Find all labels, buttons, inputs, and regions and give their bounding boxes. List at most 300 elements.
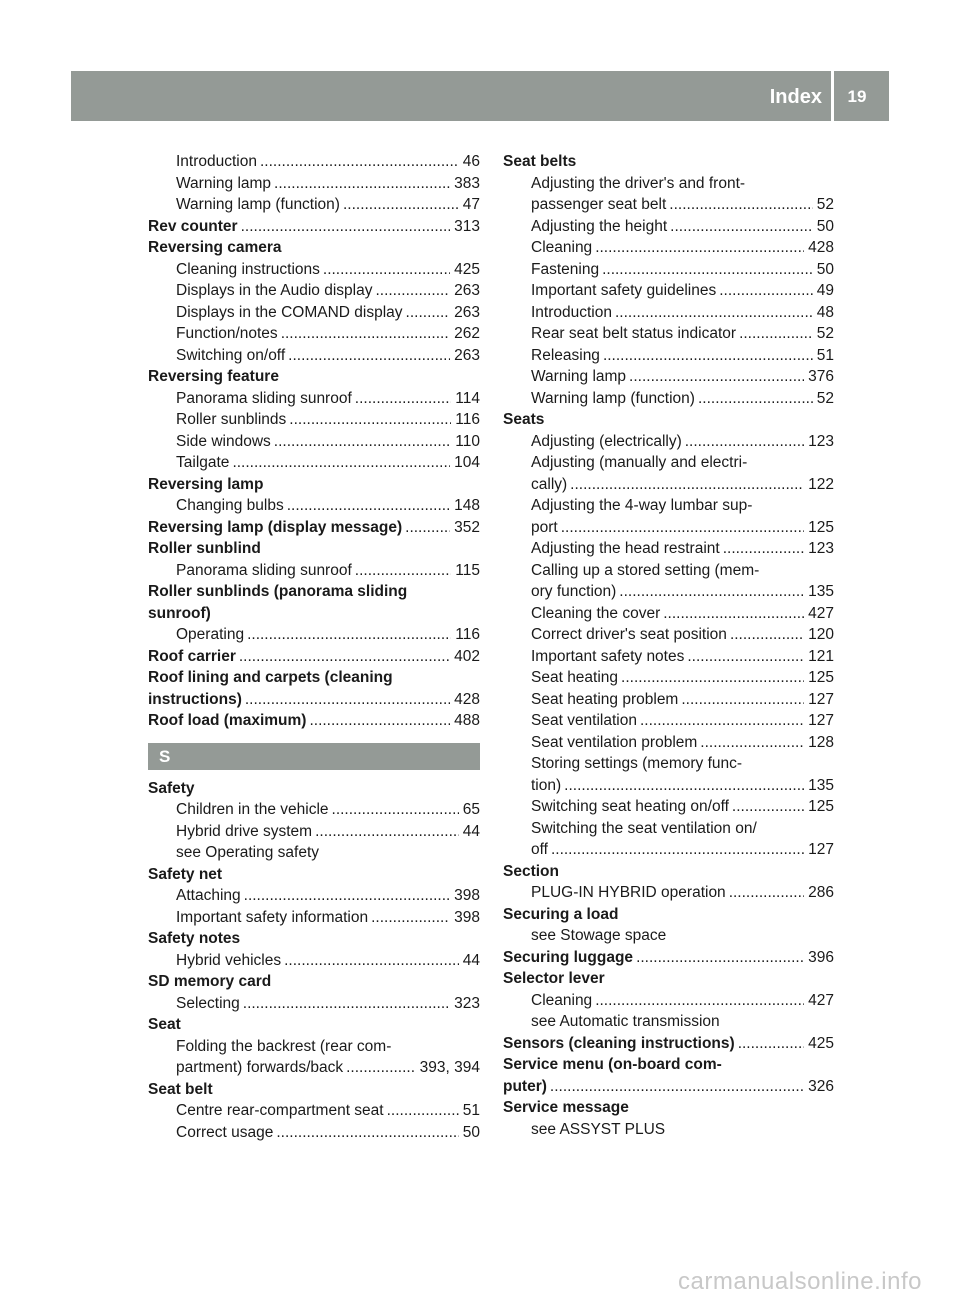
index-entry (503, 1033, 834, 1055)
page-reference: 323 (454, 994, 480, 1012)
index-entry (148, 928, 480, 950)
dot-leader (663, 603, 804, 625)
entry-text: Calling up a stored setting (mem- (531, 561, 760, 579)
entry-text: Safety (148, 779, 195, 797)
index-entry (503, 1076, 834, 1098)
index-subentry (148, 302, 480, 324)
index-subentry (148, 280, 480, 302)
entry-text: Releasing (531, 346, 600, 364)
dot-leader (723, 538, 804, 560)
dot-leader (288, 345, 450, 367)
dot-leader (232, 452, 450, 474)
index-subentry (148, 1036, 480, 1058)
entry-text: Safety net (148, 865, 223, 883)
dot-leader (245, 689, 450, 711)
watermark: carmanualsonline.info (678, 1268, 922, 1295)
page-reference: 262 (454, 325, 480, 342)
entry-text: Adjusting the head restraint (531, 540, 720, 557)
page-reference: 104 (454, 454, 480, 471)
index-subentry (148, 885, 480, 907)
page-reference: 286 (808, 884, 834, 901)
page-reference: 488 (454, 712, 480, 729)
index-subentry (503, 818, 834, 840)
page-reference: 116 (455, 626, 480, 643)
index-subentry (148, 194, 480, 216)
entry-text: Seats (503, 411, 545, 428)
page-reference: 44 (462, 822, 480, 840)
entry-text: Centre rear-compartment seat (176, 1102, 384, 1119)
dot-leader (681, 689, 804, 711)
page-reference: 120 (808, 626, 834, 643)
entry-text: Securing luggage (503, 948, 634, 966)
dot-leader (375, 280, 450, 302)
dot-leader (602, 259, 813, 281)
page-reference: 393, 394 (419, 1059, 480, 1076)
page-reference: 127 (808, 712, 834, 729)
entry-text: Children in the vehicle (176, 801, 329, 818)
index-entry (148, 864, 480, 886)
header-divider (831, 71, 834, 121)
index-subentry (148, 1057, 480, 1079)
index-subentry (503, 431, 834, 453)
page-reference: 383 (454, 174, 480, 192)
index-entry (148, 778, 480, 800)
page-reference: 115 (455, 561, 480, 579)
entry-text: Selecting (176, 994, 240, 1012)
page-number: 19 (847, 87, 867, 106)
page-reference: 427 (808, 604, 834, 622)
dot-leader (405, 517, 450, 539)
entry-text: Important safety information (176, 908, 369, 926)
page-reference: 148 (454, 497, 480, 514)
index-subentry (148, 259, 480, 281)
entry-text: Reversing camera (148, 239, 282, 256)
page-reference: 114 (455, 389, 480, 407)
index-subentry (148, 907, 480, 929)
entry-text: see Stowage space (531, 927, 667, 944)
page-reference: 402 (454, 647, 480, 665)
dot-leader (355, 560, 452, 582)
index-subentry (148, 323, 480, 345)
index-subentry (503, 882, 834, 904)
entry-text: Correct usage (176, 1123, 274, 1141)
index-entry (503, 904, 834, 926)
dot-leader (371, 907, 450, 929)
entry-text: Seat heating problem (531, 690, 679, 708)
entry-text: partment) forwards/back (176, 1059, 344, 1076)
dot-leader (343, 194, 459, 216)
index-entry (148, 971, 480, 993)
page-reference: 263 (454, 303, 480, 321)
page-reference: 52 (816, 389, 834, 407)
index-entry (148, 581, 480, 603)
index-subentry (503, 667, 834, 689)
entry-text: Roller sunblinds (176, 411, 287, 428)
dot-leader (570, 474, 804, 496)
index-subentry (503, 366, 834, 388)
index-subentry (503, 710, 834, 732)
entry-text: ory function) (531, 583, 617, 600)
dot-leader (260, 151, 459, 173)
index-subentry (148, 950, 480, 972)
entry-text: Introduction (176, 153, 257, 170)
entry-text: Service message (503, 1099, 629, 1116)
dot-leader (346, 1057, 416, 1079)
index-subentry (503, 689, 834, 711)
index-entry (148, 538, 480, 560)
entry-text: instructions) (148, 690, 242, 708)
page-reference: 427 (808, 991, 834, 1009)
dot-leader (387, 1100, 459, 1122)
index-subentry (503, 194, 834, 216)
index-subentry (503, 323, 834, 345)
page-reference: 376 (808, 368, 834, 385)
dot-leader (738, 1033, 804, 1055)
dot-leader (700, 732, 804, 754)
entry-text: Hybrid drive system (176, 822, 313, 840)
page-reference: 135 (808, 583, 834, 600)
page-reference: 313 (454, 217, 480, 235)
index-entry (503, 409, 834, 431)
index-entry (148, 517, 480, 539)
index-entry (148, 366, 480, 388)
page-reference: 125 (808, 798, 834, 815)
dot-leader (619, 581, 804, 603)
dot-leader (732, 796, 804, 818)
entry-text: passenger seat belt (531, 196, 667, 213)
entry-text: PLUG-IN HYBRID operation (531, 884, 726, 901)
entry-text: Hybrid vehicles (176, 951, 282, 969)
dot-leader (669, 194, 812, 216)
entry-text: Adjusting the 4-way lumbar sup- (531, 497, 753, 514)
index-entry (503, 861, 834, 883)
page-reference: 428 (454, 690, 480, 708)
index-subentry (503, 280, 834, 302)
dot-leader (685, 431, 804, 453)
entry-text: Displays in the Audio display (176, 282, 373, 299)
dot-leader (332, 799, 459, 821)
entry-text: Roof carrier (148, 647, 236, 665)
dot-leader (698, 388, 813, 410)
page-reference: 116 (455, 411, 480, 428)
index-subentry (503, 775, 834, 797)
entry-text: see ASSYST PLUS (531, 1120, 666, 1138)
entry-text: Warning lamp (176, 174, 272, 192)
dot-leader (564, 775, 804, 797)
dot-leader (670, 216, 813, 238)
index-subentry (503, 796, 834, 818)
index-subentry (503, 173, 834, 195)
index-entry (148, 667, 480, 689)
page-reference: 122 (808, 475, 834, 493)
entry-text: Changing bulbs (176, 497, 284, 514)
entry-text: tion) (531, 776, 562, 794)
index-subentry (148, 842, 480, 864)
page-reference: 50 (816, 217, 834, 235)
entry-text: Correct driver's seat position (531, 626, 727, 643)
dot-leader (323, 259, 450, 281)
entry-text: Service menu (on-board com- (503, 1056, 722, 1073)
dot-leader (595, 990, 804, 1012)
page-reference: 49 (816, 282, 834, 299)
index-subentry (503, 753, 834, 775)
index-subentry (148, 409, 480, 431)
page-reference: 326 (808, 1077, 834, 1095)
index-entry (503, 947, 834, 969)
index-subentry (503, 345, 834, 367)
entry-text: cally) (531, 475, 568, 493)
index-subentry (503, 517, 834, 539)
entry-text: Seat ventilation (531, 712, 637, 729)
page-reference: 52 (816, 196, 834, 213)
index-subentry (148, 431, 480, 453)
entry-text: Rear seat belt status indicator (531, 325, 737, 342)
dot-leader (315, 821, 459, 843)
page-reference: 263 (454, 346, 480, 364)
page-reference: 398 (454, 908, 480, 926)
index-subentry (503, 732, 834, 754)
dot-leader (687, 646, 804, 668)
entry-text: see Automatic transmission (531, 1013, 720, 1030)
entry-text: Cleaning the cover (531, 604, 661, 622)
index-subentry (503, 302, 834, 324)
dot-leader (551, 839, 804, 861)
dot-leader (309, 710, 450, 732)
index-subentry (503, 603, 834, 625)
section-heading: S (148, 743, 480, 770)
dot-leader (274, 431, 452, 453)
page-reference: 44 (462, 951, 480, 969)
dot-leader (719, 280, 813, 302)
dot-leader (603, 345, 813, 367)
entry-text: Safety notes (148, 930, 241, 947)
page-reference: 396 (808, 948, 834, 966)
dot-leader (289, 409, 451, 431)
entry-text: Operating (176, 626, 245, 643)
entry-text: Securing a load (503, 905, 619, 923)
page-reference: 125 (808, 518, 834, 536)
dot-leader (615, 302, 813, 324)
index-subentry (148, 495, 480, 517)
entry-text: Warning lamp (531, 368, 627, 385)
dot-leader (244, 885, 450, 907)
index-entry (148, 216, 480, 238)
index-subentry (503, 1119, 834, 1141)
entry-text: Cleaning (531, 991, 593, 1009)
page-reference: 52 (816, 325, 834, 342)
page-reference: 65 (462, 801, 480, 818)
index-subentry (148, 151, 480, 173)
index-entry (148, 1079, 480, 1101)
dot-leader (739, 323, 813, 345)
index-column-left (148, 151, 480, 1143)
index-subentry (503, 216, 834, 238)
dot-leader (629, 366, 804, 388)
index-column-right (503, 151, 834, 1140)
entry-text: Switching the seat ventilation on/ (531, 819, 757, 837)
entry-text: Roof lining and carpets (cleaning (148, 669, 393, 686)
index-entry (503, 151, 834, 173)
index-subentry (503, 624, 834, 646)
index-entry (148, 474, 480, 496)
page-reference: 425 (808, 1034, 834, 1052)
index-subentry (503, 560, 834, 582)
entry-text: Attaching (176, 887, 241, 904)
index-subentry (148, 1100, 480, 1122)
index-subentry (503, 839, 834, 861)
dot-leader (276, 1122, 458, 1144)
index-subentry (503, 237, 834, 259)
dot-leader (239, 646, 450, 668)
entry-text: Side windows (176, 432, 271, 450)
page-reference: 127 (808, 841, 834, 858)
page-reference: 50 (462, 1123, 480, 1141)
page-reference: 46 (462, 153, 480, 170)
index-subentry (503, 1011, 834, 1033)
page-reference: 51 (816, 346, 834, 364)
entry-text: Adjusting the driver's and front- (531, 174, 746, 192)
dot-leader (355, 388, 452, 410)
entry-text: SD memory card (148, 973, 272, 990)
index-entry (148, 1014, 480, 1036)
index-entry (503, 968, 834, 990)
dot-leader (636, 947, 804, 969)
dot-leader (274, 173, 450, 195)
entry-text: Adjusting (manually and electri- (531, 454, 748, 471)
entry-text: Cleaning instructions (176, 260, 320, 278)
index-subentry (503, 538, 834, 560)
dot-leader (281, 323, 450, 345)
page-reference: 110 (455, 432, 480, 450)
entry-text: Sensors (cleaning instructions) (503, 1034, 735, 1052)
page-reference: 127 (808, 690, 834, 708)
entry-text: Folding the backrest (rear com- (176, 1037, 392, 1055)
entry-text: Adjusting the height (531, 217, 668, 235)
page-reference: 125 (808, 669, 834, 686)
page-reference: 428 (808, 239, 834, 256)
index-subentry (148, 821, 480, 843)
entry-text: Function/notes (176, 325, 278, 342)
dot-leader (287, 495, 450, 517)
dot-leader (729, 882, 804, 904)
entry-text: Roller sunblinds (panorama sliding (148, 583, 408, 600)
index-subentry (503, 646, 834, 668)
entry-text: see Operating safety (176, 844, 320, 861)
index-entry (148, 646, 480, 668)
entry-text: Reversing feature (148, 368, 279, 385)
index-subentry (148, 388, 480, 410)
index-subentry (148, 624, 480, 646)
header-title: Index (769, 86, 822, 108)
page-reference: 121 (808, 647, 834, 665)
entry-text: Panorama sliding sunroof (176, 561, 352, 579)
entry-text: Seat belts (503, 153, 577, 170)
entry-text: puter) (503, 1077, 547, 1095)
dot-leader (406, 302, 451, 324)
page-reference: 128 (808, 733, 834, 751)
entry-text: Panorama sliding sunroof (176, 389, 352, 407)
entry-text: Seat heating (531, 669, 619, 686)
index-entry (148, 237, 480, 259)
index-subentry (148, 1122, 480, 1144)
index-subentry (503, 474, 834, 496)
entry-text: Roller sunblind (148, 540, 261, 557)
dot-leader (621, 667, 804, 689)
entry-text: Seat (148, 1016, 181, 1033)
entry-text: Introduction (531, 303, 612, 321)
page-reference: 135 (808, 776, 834, 794)
entry-text: Switching on/off (176, 346, 286, 364)
page-reference: 50 (816, 260, 834, 278)
page-reference: 47 (462, 196, 480, 213)
entry-text: Tailgate (176, 454, 230, 471)
entry-text: Roof load (maximum) (148, 712, 307, 729)
index-subentry (148, 345, 480, 367)
entry-text: Important safety notes (531, 647, 685, 665)
dot-leader (561, 517, 804, 539)
page-reference: 398 (454, 887, 480, 904)
dot-leader (550, 1076, 804, 1098)
index-entry (148, 689, 480, 711)
dot-leader (640, 710, 804, 732)
page-reference: 425 (454, 260, 480, 278)
entry-text: Storing settings (memory func- (531, 755, 743, 772)
index-subentry (503, 581, 834, 603)
index-subentry (148, 799, 480, 821)
page-reference: 123 (808, 540, 834, 557)
dot-leader (284, 950, 459, 972)
entry-text: Reversing lamp (display message) (148, 518, 403, 536)
dot-leader (243, 993, 450, 1015)
page-reference: 48 (816, 303, 834, 321)
entry-text: Reversing lamp (148, 475, 264, 493)
entry-text: Seat ventilation problem (531, 733, 698, 751)
index-subentry (148, 560, 480, 582)
page-header (71, 71, 889, 121)
entry-text: Adjusting (electrically) (531, 432, 682, 450)
index-entry (148, 710, 480, 732)
entry-text: Switching seat heating on/off (531, 798, 729, 815)
entry-text: Displays in the COMAND display (176, 303, 403, 321)
dot-leader (595, 237, 804, 259)
index-subentry (503, 259, 834, 281)
entry-text: Important safety guidelines (531, 282, 717, 299)
index-subentry (503, 388, 834, 410)
dot-leader (247, 624, 451, 646)
page-reference: 123 (808, 432, 834, 450)
entry-text: sunroof) (148, 604, 211, 622)
entry-text: Cleaning (531, 239, 593, 256)
index-subentry (148, 993, 480, 1015)
index-subentry (503, 925, 834, 947)
index-subentry (503, 990, 834, 1012)
page-reference: 352 (454, 518, 480, 536)
entry-text: Fastening (531, 260, 600, 278)
entry-text: port (531, 518, 558, 536)
index-subentry (503, 452, 834, 474)
page-reference: 263 (454, 282, 480, 299)
entry-text: Warning lamp (function) (176, 196, 340, 213)
dot-leader (730, 624, 804, 646)
index-entry (148, 603, 480, 625)
index-subentry (148, 452, 480, 474)
index-entry (503, 1054, 834, 1076)
index-entry (503, 1097, 834, 1119)
entry-text: Section (503, 862, 559, 880)
entry-text: Warning lamp (function) (531, 389, 695, 407)
entry-text: Seat belt (148, 1080, 213, 1098)
index-subentry (148, 173, 480, 195)
